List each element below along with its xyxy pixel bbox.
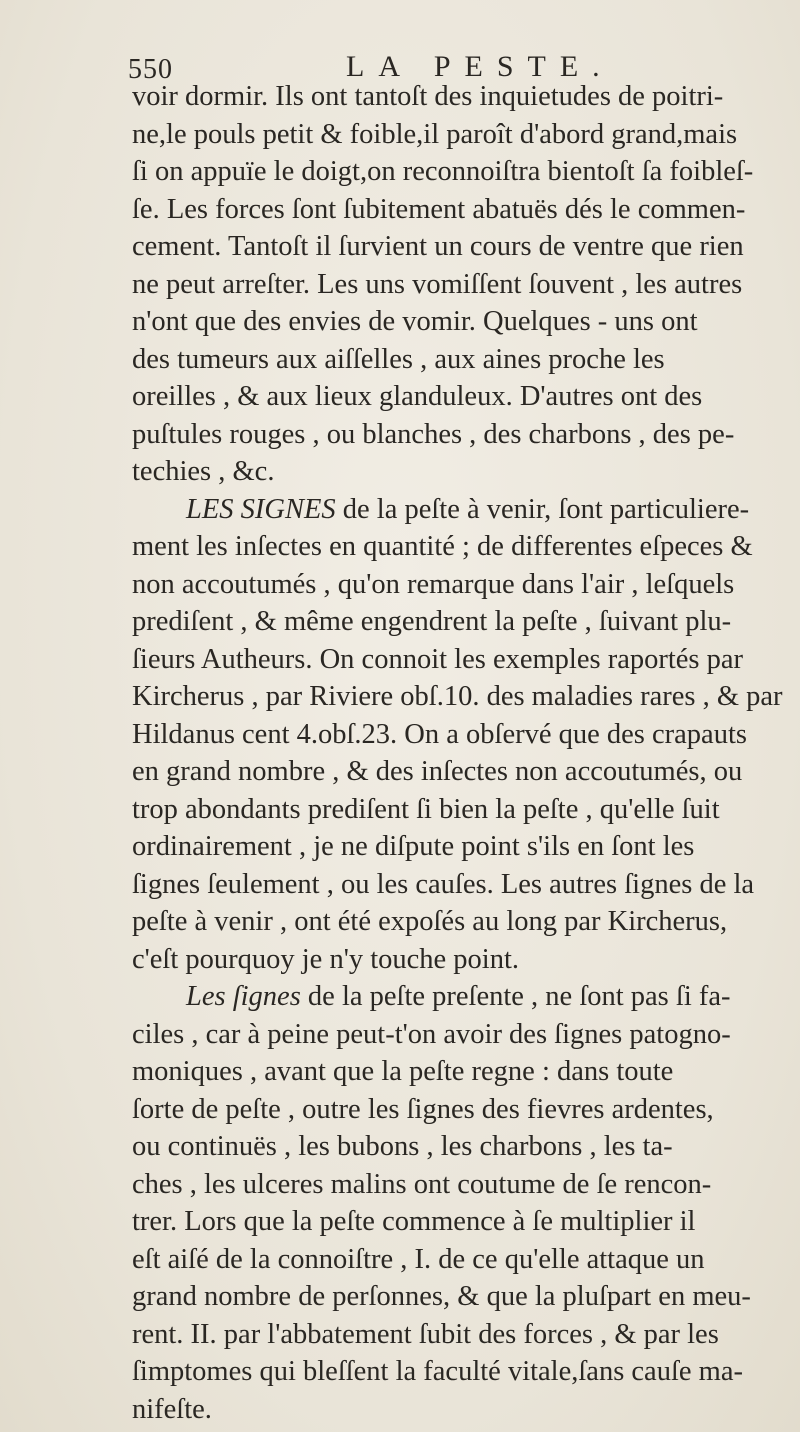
- text-line: [132, 1203, 792, 1241]
- line-text: nifeſte.: [132, 1393, 212, 1425]
- text-line: [132, 303, 792, 341]
- text-line: [132, 116, 792, 154]
- line-text: c'eſt pourquoy je n'y touche point.: [132, 943, 520, 975]
- line-text: en grand nombre , & des inſectes non accoutumés, ou: [132, 756, 743, 787]
- line-text: ciles , car à peine peut-t'on avoir des ſignes patogno-: [132, 1018, 731, 1050]
- text-line: [132, 716, 792, 754]
- line-text: ſimptomes qui bleſſent la faculté vitale,ſans cauſe ma-: [132, 1356, 743, 1387]
- line-text: cement. Tantoſt il ſurvient un cours de ventre que rien: [132, 231, 744, 262]
- line-text: ment les inſectes en quantité ; de differentes eſpeces &: [132, 531, 753, 562]
- line-text: ches , les ulceres malins ont coutume de ſe rencon-: [132, 1168, 712, 1200]
- text-line: [132, 341, 792, 379]
- line-text: ſi on appuïe le doigt,on reconnoiſtra bientoſt ſa foibleſ-: [132, 156, 754, 187]
- body-text: [132, 78, 792, 1428]
- line-text: ſorte de peſte , outre les ſignes des fievres ardentes,: [132, 1093, 714, 1125]
- text-line: [132, 416, 792, 454]
- text-line: [132, 528, 792, 566]
- text-line: [132, 678, 792, 716]
- line-text: voir dormir. Ils ont tantoſt des inquietudes de poitri-: [132, 81, 724, 112]
- text-line: [132, 903, 792, 941]
- text-line: [132, 1241, 792, 1279]
- line-text: ſignes ſeulement , ou les cauſes. Les autres ſignes de la: [132, 868, 755, 900]
- page-number: 550: [128, 54, 173, 85]
- line-text: puſtules rouges , ou blanches , des charbons , des pe-: [132, 418, 735, 450]
- line-text: ou continuës , les bubons , les charbons , les ta-: [132, 1131, 673, 1162]
- italic-lead: Les ſignes: [186, 981, 301, 1012]
- text-line: [132, 1391, 792, 1429]
- text-line: [132, 378, 792, 416]
- line-text: eſt aiſé de la connoiſtre , I. de ce qu'elle attaque un: [132, 1243, 705, 1275]
- text-line: [132, 1128, 792, 1166]
- line-text: de la peſte preſente , ne ſont pas ſi fa-: [300, 981, 731, 1012]
- text-line: [132, 866, 792, 904]
- line-text: ne peut arreſter. Les uns vomiſſent ſouvent , les autres: [132, 268, 743, 300]
- line-text: trop abondants prediſent ſi bien la peſte , qu'elle ſuit: [132, 793, 720, 825]
- text-line: [132, 641, 792, 679]
- line-text: trer. Lors que la peſte commence à ſe multiplier il: [132, 1206, 696, 1237]
- text-line: [132, 1053, 792, 1091]
- text-line: [132, 1016, 792, 1054]
- text-line: [132, 1278, 792, 1316]
- text-line: [132, 941, 792, 979]
- line-text: ſe. Les forces ſont ſubitement abatuës dés le commen-: [132, 193, 746, 225]
- text-line: [132, 1316, 792, 1354]
- line-text: rent. II. par l'abbatement ſubit des forces , & par les: [132, 1318, 719, 1350]
- running-title: LA PESTE.: [346, 50, 614, 83]
- text-line: [132, 978, 792, 1016]
- text-line: [132, 1353, 792, 1391]
- line-text: Hildanus cent 4.obſ.23. On a obſervé que des crapauts: [132, 718, 747, 750]
- text-line: [132, 828, 792, 866]
- text-line: [132, 1091, 792, 1129]
- line-text: de la peſte à venir, ſont particuliere-: [335, 493, 750, 525]
- text-line: [132, 453, 792, 491]
- line-text: grand nombre de perſonnes, & que la pluſpart en meu-: [132, 1281, 751, 1312]
- line-text: n'ont que des envies de vomir. Quelques - uns ont: [132, 306, 698, 337]
- line-text: techies , &c.: [132, 456, 275, 487]
- text-line: [132, 753, 792, 791]
- line-text: ſieurs Autheurs. On connoit les exemples raportés par: [132, 643, 744, 675]
- text-line: [132, 266, 792, 304]
- line-text: Kircherus , par Riviere obſ.10. des maladies rares , & par: [132, 681, 783, 712]
- text-line: [132, 78, 792, 116]
- text-line: [132, 191, 792, 229]
- text-line: [132, 228, 792, 266]
- text-line: [132, 491, 792, 529]
- line-text: ne,le pouls petit & foible,il paroît d'abord grand,mais: [132, 118, 738, 150]
- text-line: [132, 1166, 792, 1204]
- line-text: prediſent , & même engendrent la peſte , ſuivant plu-: [132, 606, 732, 637]
- italic-lead: LES SIGNES: [186, 493, 336, 525]
- line-text: peſte à venir , ont été expoſés au long par Kircherus,: [132, 906, 728, 937]
- line-text: des tumeurs aux aiſſelles , aux aines proche les: [132, 343, 665, 375]
- text-line: [132, 153, 792, 191]
- text-line: [132, 603, 792, 641]
- line-text: moniques , avant que la peſte regne : dans toute: [132, 1056, 674, 1087]
- line-text: oreilles , & aux lieux glanduleux. D'autres ont des: [132, 381, 703, 412]
- text-line: [132, 791, 792, 829]
- line-text: ordinairement , je ne diſpute point s'ils en ſont les: [132, 831, 695, 862]
- line-text: non accoutumés , qu'on remarque dans l'air , leſquels: [132, 568, 735, 600]
- text-line: [132, 566, 792, 604]
